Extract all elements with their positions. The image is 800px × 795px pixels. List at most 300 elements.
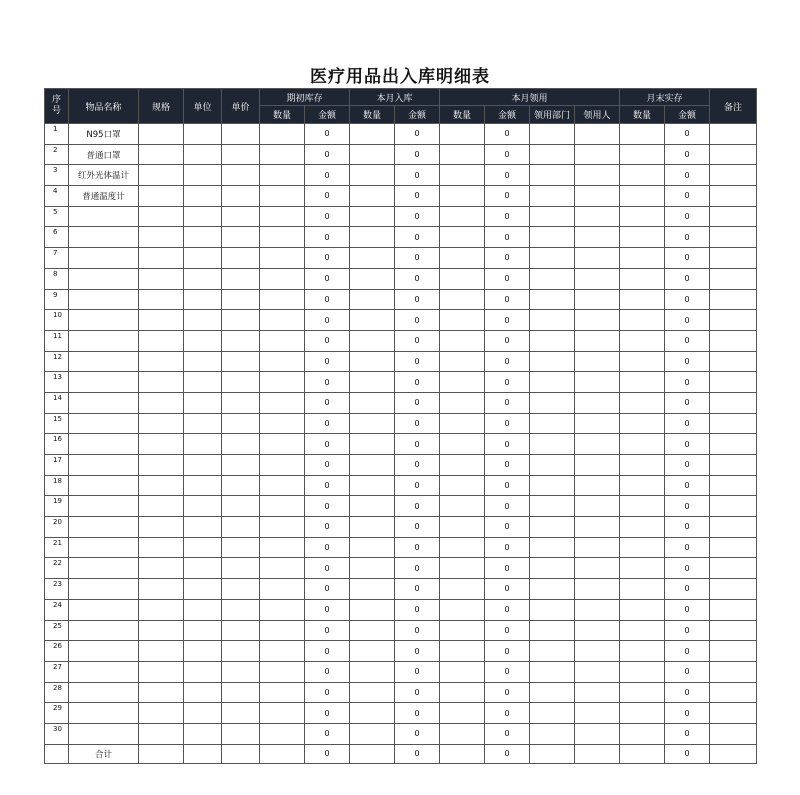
- remark-cell[interactable]: [710, 124, 757, 145]
- closing-amount-cell[interactable]: 0: [665, 558, 710, 579]
- usage-qty-cell[interactable]: [440, 330, 485, 351]
- inbound-amount-cell[interactable]: 0: [395, 455, 440, 476]
- seq-cell[interactable]: 6: [45, 227, 69, 248]
- unit-cell[interactable]: [184, 723, 222, 744]
- usage-qty-cell[interactable]: [440, 186, 485, 207]
- inbound-qty-cell[interactable]: [350, 537, 395, 558]
- usage-dept-cell[interactable]: [530, 723, 575, 744]
- closing-amount-cell[interactable]: 0: [665, 124, 710, 145]
- closing-amount-cell[interactable]: 0: [665, 413, 710, 434]
- spec-cell[interactable]: [139, 517, 184, 538]
- spec-cell[interactable]: [139, 413, 184, 434]
- usage-dept-cell[interactable]: [530, 310, 575, 331]
- inbound-amount-cell[interactable]: 0: [395, 641, 440, 662]
- inbound-qty-cell[interactable]: [350, 455, 395, 476]
- spec-cell[interactable]: [139, 372, 184, 393]
- spec-cell[interactable]: [139, 682, 184, 703]
- opening-qty-cell[interactable]: [260, 599, 305, 620]
- item-name-cell[interactable]: [69, 475, 139, 496]
- seq-cell[interactable]: 23: [45, 579, 69, 600]
- price-cell[interactable]: [222, 289, 260, 310]
- price-cell[interactable]: [222, 310, 260, 331]
- usage-qty-cell[interactable]: [440, 703, 485, 724]
- opening-amount-cell[interactable]: 0: [305, 165, 350, 186]
- inbound-qty-cell[interactable]: [350, 599, 395, 620]
- usage-dept-cell[interactable]: [530, 124, 575, 145]
- inbound-amount-cell[interactable]: 0: [395, 206, 440, 227]
- usage-amount-cell[interactable]: 0: [485, 723, 530, 744]
- usage-person-cell[interactable]: [575, 289, 620, 310]
- price-cell[interactable]: [222, 620, 260, 641]
- usage-dept-cell[interactable]: [530, 620, 575, 641]
- remark-cell[interactable]: [710, 558, 757, 579]
- inbound-qty-cell[interactable]: [350, 475, 395, 496]
- remark-cell[interactable]: [710, 661, 757, 682]
- item-name-cell[interactable]: [69, 392, 139, 413]
- opening-qty-cell[interactable]: [260, 620, 305, 641]
- inbound-amount-cell[interactable]: 0: [395, 620, 440, 641]
- spec-cell[interactable]: [139, 310, 184, 331]
- spec-cell[interactable]: [139, 227, 184, 248]
- seq-cell[interactable]: 7: [45, 248, 69, 269]
- inbound-amount-cell[interactable]: 0: [395, 661, 440, 682]
- remark-cell[interactable]: [710, 351, 757, 372]
- usage-person-cell[interactable]: [575, 310, 620, 331]
- remark-cell[interactable]: [710, 392, 757, 413]
- usage-person-cell[interactable]: [575, 599, 620, 620]
- opening-amount-cell[interactable]: 0: [305, 496, 350, 517]
- opening-amount-cell[interactable]: 0: [305, 330, 350, 351]
- inbound-qty-cell[interactable]: [350, 372, 395, 393]
- closing-amount-cell[interactable]: 0: [665, 475, 710, 496]
- unit-cell[interactable]: [184, 475, 222, 496]
- usage-qty-cell[interactable]: [440, 496, 485, 517]
- price-cell[interactable]: [222, 227, 260, 248]
- closing-amount-cell[interactable]: 0: [665, 144, 710, 165]
- usage-person-cell[interactable]: [575, 682, 620, 703]
- seq-cell[interactable]: 29: [45, 703, 69, 724]
- closing-qty-cell[interactable]: [620, 372, 665, 393]
- price-cell[interactable]: [222, 413, 260, 434]
- usage-person-cell[interactable]: [575, 372, 620, 393]
- closing-amount-cell[interactable]: 0: [665, 165, 710, 186]
- inbound-qty-cell[interactable]: [350, 434, 395, 455]
- inbound-qty-cell[interactable]: [350, 723, 395, 744]
- opening-amount-cell[interactable]: 0: [305, 227, 350, 248]
- seq-cell[interactable]: 18: [45, 475, 69, 496]
- closing-qty-cell[interactable]: [620, 682, 665, 703]
- seq-cell[interactable]: 14: [45, 392, 69, 413]
- opening-amount-cell[interactable]: 0: [305, 475, 350, 496]
- remark-cell[interactable]: [710, 434, 757, 455]
- price-cell[interactable]: [222, 682, 260, 703]
- inbound-qty-cell[interactable]: [350, 392, 395, 413]
- usage-person-cell[interactable]: [575, 392, 620, 413]
- spec-cell[interactable]: [139, 330, 184, 351]
- closing-amount-cell[interactable]: 0: [665, 703, 710, 724]
- closing-amount-cell[interactable]: 0: [665, 330, 710, 351]
- spec-cell[interactable]: [139, 165, 184, 186]
- opening-amount-cell[interactable]: 0: [305, 517, 350, 538]
- usage-amount-cell[interactable]: 0: [485, 289, 530, 310]
- closing-amount-cell[interactable]: 0: [665, 579, 710, 600]
- usage-qty-cell[interactable]: [440, 144, 485, 165]
- usage-person-cell[interactable]: [575, 703, 620, 724]
- usage-dept-cell[interactable]: [530, 289, 575, 310]
- unit-cell[interactable]: [184, 165, 222, 186]
- usage-qty-cell[interactable]: [440, 682, 485, 703]
- item-name-cell[interactable]: [69, 330, 139, 351]
- price-cell[interactable]: [222, 351, 260, 372]
- inbound-amount-cell[interactable]: 0: [395, 144, 440, 165]
- opening-amount-cell[interactable]: 0: [305, 599, 350, 620]
- price-cell[interactable]: [222, 703, 260, 724]
- spec-cell[interactable]: [139, 206, 184, 227]
- unit-cell[interactable]: [184, 455, 222, 476]
- remark-cell[interactable]: [710, 372, 757, 393]
- usage-qty-cell[interactable]: [440, 723, 485, 744]
- usage-dept-cell[interactable]: [530, 392, 575, 413]
- closing-qty-cell[interactable]: [620, 310, 665, 331]
- usage-dept-cell[interactable]: [530, 496, 575, 517]
- remark-cell[interactable]: [710, 703, 757, 724]
- inbound-qty-cell[interactable]: [350, 641, 395, 662]
- usage-person-cell[interactable]: [575, 434, 620, 455]
- inbound-qty-cell[interactable]: [350, 703, 395, 724]
- unit-cell[interactable]: [184, 206, 222, 227]
- usage-amount-cell[interactable]: 0: [485, 310, 530, 331]
- closing-qty-cell[interactable]: [620, 330, 665, 351]
- usage-amount-cell[interactable]: 0: [485, 392, 530, 413]
- opening-qty-cell[interactable]: [260, 455, 305, 476]
- item-name-cell[interactable]: [69, 599, 139, 620]
- unit-cell[interactable]: [184, 372, 222, 393]
- item-name-cell[interactable]: [69, 434, 139, 455]
- item-name-cell[interactable]: [69, 723, 139, 744]
- spec-cell[interactable]: [139, 558, 184, 579]
- usage-qty-cell[interactable]: [440, 661, 485, 682]
- inbound-amount-cell[interactable]: 0: [395, 248, 440, 269]
- price-cell[interactable]: [222, 372, 260, 393]
- usage-amount-cell[interactable]: 0: [485, 475, 530, 496]
- opening-amount-cell[interactable]: 0: [305, 413, 350, 434]
- remark-cell[interactable]: [710, 248, 757, 269]
- item-name-cell[interactable]: 普通口罩: [69, 144, 139, 165]
- closing-amount-cell[interactable]: 0: [665, 682, 710, 703]
- price-cell[interactable]: [222, 268, 260, 289]
- item-name-cell[interactable]: [69, 579, 139, 600]
- opening-amount-cell[interactable]: 0: [305, 206, 350, 227]
- usage-dept-cell[interactable]: [530, 475, 575, 496]
- inbound-qty-cell[interactable]: [350, 517, 395, 538]
- closing-qty-cell[interactable]: [620, 268, 665, 289]
- item-name-cell[interactable]: [69, 661, 139, 682]
- closing-qty-cell[interactable]: [620, 558, 665, 579]
- opening-qty-cell[interactable]: [260, 206, 305, 227]
- closing-qty-cell[interactable]: [620, 599, 665, 620]
- opening-amount-cell[interactable]: 0: [305, 372, 350, 393]
- usage-person-cell[interactable]: [575, 186, 620, 207]
- usage-amount-cell[interactable]: 0: [485, 227, 530, 248]
- price-cell[interactable]: [222, 186, 260, 207]
- price-cell[interactable]: [222, 723, 260, 744]
- item-name-cell[interactable]: [69, 289, 139, 310]
- inbound-qty-cell[interactable]: [350, 620, 395, 641]
- remark-cell[interactable]: [710, 641, 757, 662]
- usage-qty-cell[interactable]: [440, 165, 485, 186]
- item-name-cell[interactable]: [69, 682, 139, 703]
- opening-amount-cell[interactable]: 0: [305, 558, 350, 579]
- opening-qty-cell[interactable]: [260, 537, 305, 558]
- price-cell[interactable]: [222, 434, 260, 455]
- closing-qty-cell[interactable]: [620, 641, 665, 662]
- seq-cell[interactable]: 1: [45, 124, 69, 145]
- inbound-amount-cell[interactable]: 0: [395, 517, 440, 538]
- closing-amount-cell[interactable]: 0: [665, 620, 710, 641]
- price-cell[interactable]: [222, 661, 260, 682]
- usage-dept-cell[interactable]: [530, 455, 575, 476]
- opening-qty-cell[interactable]: [260, 268, 305, 289]
- inbound-amount-cell[interactable]: 0: [395, 413, 440, 434]
- usage-qty-cell[interactable]: [440, 310, 485, 331]
- opening-qty-cell[interactable]: [260, 144, 305, 165]
- price-cell[interactable]: [222, 537, 260, 558]
- inbound-qty-cell[interactable]: [350, 351, 395, 372]
- usage-amount-cell[interactable]: 0: [485, 413, 530, 434]
- price-cell[interactable]: [222, 475, 260, 496]
- unit-cell[interactable]: [184, 641, 222, 662]
- remark-cell[interactable]: [710, 413, 757, 434]
- opening-qty-cell[interactable]: [260, 723, 305, 744]
- item-name-cell[interactable]: [69, 558, 139, 579]
- usage-qty-cell[interactable]: [440, 558, 485, 579]
- opening-qty-cell[interactable]: [260, 682, 305, 703]
- usage-amount-cell[interactable]: 0: [485, 372, 530, 393]
- closing-amount-cell[interactable]: 0: [665, 434, 710, 455]
- closing-qty-cell[interactable]: [620, 517, 665, 538]
- price-cell[interactable]: [222, 144, 260, 165]
- inbound-qty-cell[interactable]: [350, 310, 395, 331]
- usage-amount-cell[interactable]: 0: [485, 517, 530, 538]
- unit-cell[interactable]: [184, 413, 222, 434]
- unit-cell[interactable]: [184, 558, 222, 579]
- spec-cell[interactable]: [139, 620, 184, 641]
- closing-amount-cell[interactable]: 0: [665, 289, 710, 310]
- seq-cell[interactable]: 10: [45, 310, 69, 331]
- usage-person-cell[interactable]: [575, 475, 620, 496]
- opening-amount-cell[interactable]: 0: [305, 392, 350, 413]
- usage-dept-cell[interactable]: [530, 661, 575, 682]
- closing-qty-cell[interactable]: [620, 392, 665, 413]
- remark-cell[interactable]: [710, 144, 757, 165]
- usage-amount-cell[interactable]: 0: [485, 620, 530, 641]
- remark-cell[interactable]: [710, 330, 757, 351]
- usage-qty-cell[interactable]: [440, 351, 485, 372]
- unit-cell[interactable]: [184, 517, 222, 538]
- item-name-cell[interactable]: [69, 413, 139, 434]
- spec-cell[interactable]: [139, 248, 184, 269]
- unit-cell[interactable]: [184, 703, 222, 724]
- inbound-amount-cell[interactable]: 0: [395, 682, 440, 703]
- usage-person-cell[interactable]: [575, 413, 620, 434]
- opening-amount-cell[interactable]: 0: [305, 124, 350, 145]
- opening-amount-cell[interactable]: 0: [305, 641, 350, 662]
- closing-amount-cell[interactable]: 0: [665, 517, 710, 538]
- closing-amount-cell[interactable]: 0: [665, 723, 710, 744]
- usage-qty-cell[interactable]: [440, 599, 485, 620]
- opening-amount-cell[interactable]: 0: [305, 310, 350, 331]
- inbound-amount-cell[interactable]: 0: [395, 268, 440, 289]
- seq-cell[interactable]: 12: [45, 351, 69, 372]
- inbound-amount-cell[interactable]: 0: [395, 227, 440, 248]
- usage-amount-cell[interactable]: 0: [485, 703, 530, 724]
- remark-cell[interactable]: [710, 723, 757, 744]
- opening-amount-cell[interactable]: 0: [305, 620, 350, 641]
- closing-qty-cell[interactable]: [620, 124, 665, 145]
- unit-cell[interactable]: [184, 289, 222, 310]
- price-cell[interactable]: [222, 496, 260, 517]
- unit-cell[interactable]: [184, 186, 222, 207]
- closing-amount-cell[interactable]: 0: [665, 186, 710, 207]
- item-name-cell[interactable]: 红外光体温计: [69, 165, 139, 186]
- closing-qty-cell[interactable]: [620, 413, 665, 434]
- usage-person-cell[interactable]: [575, 496, 620, 517]
- spec-cell[interactable]: [139, 537, 184, 558]
- usage-dept-cell[interactable]: [530, 682, 575, 703]
- seq-cell[interactable]: 13: [45, 372, 69, 393]
- closing-qty-cell[interactable]: [620, 434, 665, 455]
- closing-amount-cell[interactable]: 0: [665, 248, 710, 269]
- opening-amount-cell[interactable]: 0: [305, 579, 350, 600]
- unit-cell[interactable]: [184, 144, 222, 165]
- item-name-cell[interactable]: [69, 517, 139, 538]
- usage-person-cell[interactable]: [575, 723, 620, 744]
- seq-cell[interactable]: 28: [45, 682, 69, 703]
- usage-dept-cell[interactable]: [530, 641, 575, 662]
- spec-cell[interactable]: [139, 289, 184, 310]
- usage-amount-cell[interactable]: 0: [485, 661, 530, 682]
- item-name-cell[interactable]: [69, 310, 139, 331]
- inbound-amount-cell[interactable]: 0: [395, 310, 440, 331]
- opening-qty-cell[interactable]: [260, 434, 305, 455]
- remark-cell[interactable]: [710, 475, 757, 496]
- closing-amount-cell[interactable]: 0: [665, 310, 710, 331]
- spec-cell[interactable]: [139, 475, 184, 496]
- opening-qty-cell[interactable]: [260, 289, 305, 310]
- unit-cell[interactable]: [184, 599, 222, 620]
- usage-person-cell[interactable]: [575, 620, 620, 641]
- opening-amount-cell[interactable]: 0: [305, 144, 350, 165]
- inbound-amount-cell[interactable]: 0: [395, 723, 440, 744]
- opening-qty-cell[interactable]: [260, 351, 305, 372]
- inbound-amount-cell[interactable]: 0: [395, 496, 440, 517]
- price-cell[interactable]: [222, 558, 260, 579]
- seq-cell[interactable]: 21: [45, 537, 69, 558]
- inbound-amount-cell[interactable]: 0: [395, 434, 440, 455]
- usage-person-cell[interactable]: [575, 517, 620, 538]
- usage-dept-cell[interactable]: [530, 248, 575, 269]
- closing-qty-cell[interactable]: [620, 620, 665, 641]
- closing-amount-cell[interactable]: 0: [665, 537, 710, 558]
- inbound-qty-cell[interactable]: [350, 579, 395, 600]
- item-name-cell[interactable]: [69, 206, 139, 227]
- opening-qty-cell[interactable]: [260, 186, 305, 207]
- usage-amount-cell[interactable]: 0: [485, 186, 530, 207]
- spec-cell[interactable]: [139, 268, 184, 289]
- opening-qty-cell[interactable]: [260, 372, 305, 393]
- price-cell[interactable]: [222, 206, 260, 227]
- seq-cell[interactable]: 27: [45, 661, 69, 682]
- opening-amount-cell[interactable]: 0: [305, 723, 350, 744]
- usage-qty-cell[interactable]: [440, 517, 485, 538]
- seq-cell[interactable]: 5: [45, 206, 69, 227]
- inbound-amount-cell[interactable]: 0: [395, 703, 440, 724]
- opening-amount-cell[interactable]: 0: [305, 186, 350, 207]
- remark-cell[interactable]: [710, 537, 757, 558]
- inbound-qty-cell[interactable]: [350, 165, 395, 186]
- inbound-amount-cell[interactable]: 0: [395, 599, 440, 620]
- usage-dept-cell[interactable]: [530, 165, 575, 186]
- usage-qty-cell[interactable]: [440, 268, 485, 289]
- item-name-cell[interactable]: [69, 372, 139, 393]
- unit-cell[interactable]: [184, 268, 222, 289]
- spec-cell[interactable]: [139, 455, 184, 476]
- remark-cell[interactable]: [710, 165, 757, 186]
- remark-cell[interactable]: [710, 289, 757, 310]
- usage-dept-cell[interactable]: [530, 330, 575, 351]
- usage-dept-cell[interactable]: [530, 372, 575, 393]
- remark-cell[interactable]: [710, 620, 757, 641]
- spec-cell[interactable]: [139, 723, 184, 744]
- usage-amount-cell[interactable]: 0: [485, 455, 530, 476]
- inbound-qty-cell[interactable]: [350, 227, 395, 248]
- closing-amount-cell[interactable]: 0: [665, 268, 710, 289]
- opening-amount-cell[interactable]: 0: [305, 455, 350, 476]
- usage-dept-cell[interactable]: [530, 579, 575, 600]
- closing-amount-cell[interactable]: 0: [665, 392, 710, 413]
- seq-cell[interactable]: 9: [45, 289, 69, 310]
- item-name-cell[interactable]: [69, 351, 139, 372]
- usage-amount-cell[interactable]: 0: [485, 268, 530, 289]
- item-name-cell[interactable]: [69, 455, 139, 476]
- price-cell[interactable]: [222, 124, 260, 145]
- usage-person-cell[interactable]: [575, 144, 620, 165]
- inbound-qty-cell[interactable]: [350, 248, 395, 269]
- item-name-cell[interactable]: [69, 620, 139, 641]
- opening-amount-cell[interactable]: 0: [305, 268, 350, 289]
- closing-qty-cell[interactable]: [620, 186, 665, 207]
- spec-cell[interactable]: [139, 392, 184, 413]
- inbound-amount-cell[interactable]: 0: [395, 372, 440, 393]
- unit-cell[interactable]: [184, 330, 222, 351]
- opening-qty-cell[interactable]: [260, 248, 305, 269]
- unit-cell[interactable]: [184, 227, 222, 248]
- seq-cell[interactable]: 8: [45, 268, 69, 289]
- usage-person-cell[interactable]: [575, 165, 620, 186]
- usage-amount-cell[interactable]: 0: [485, 434, 530, 455]
- remark-cell[interactable]: [710, 496, 757, 517]
- inbound-amount-cell[interactable]: 0: [395, 165, 440, 186]
- usage-amount-cell[interactable]: 0: [485, 330, 530, 351]
- usage-dept-cell[interactable]: [530, 144, 575, 165]
- opening-qty-cell[interactable]: [260, 227, 305, 248]
- seq-cell[interactable]: 16: [45, 434, 69, 455]
- inbound-qty-cell[interactable]: [350, 206, 395, 227]
- opening-qty-cell[interactable]: [260, 558, 305, 579]
- unit-cell[interactable]: [184, 496, 222, 517]
- inbound-qty-cell[interactable]: [350, 124, 395, 145]
- remark-cell[interactable]: [710, 310, 757, 331]
